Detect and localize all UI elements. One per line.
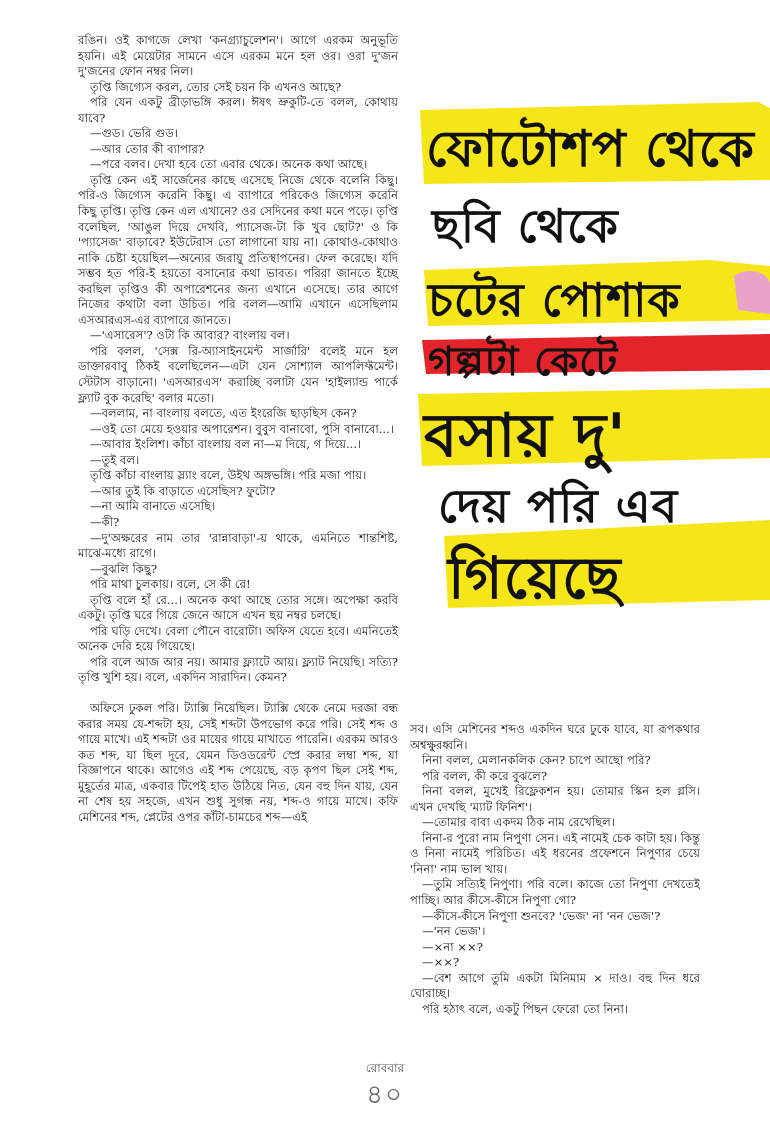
paragraph: পরি মাথা চুলকায়। বলে, সে কী রে! xyxy=(90,577,251,592)
paragraph: —আর তোর কী ব্যাপার? xyxy=(90,141,205,156)
article-column-left xyxy=(78,33,398,825)
illustration-artwork xyxy=(418,88,770,688)
paragraph: —দু'অক্ষরের নাম তার 'রান্নাবাড়া'-য় থাকে, এমনিতে শান্তশিষ্ট, মাঝে-মধ্যে রাগে। xyxy=(78,530,398,561)
art-line-2: ছবি থেকে xyxy=(432,199,619,253)
paragraph: —তোমার বাবা একদম ঠিক নাম রেখেছিল। xyxy=(422,815,615,830)
art-line-3: চটের পোশাক xyxy=(428,273,681,327)
paragraph: —বেশ আগে তুমি একটা মিনিমাম × দাও। বহু দিন ধরে ঘোরাচ্ছ। xyxy=(410,970,700,1001)
paragraph: তৃপ্তি কাঁচা বাংলায় স্ল্যাং বলে, উইথ অঙ্গভঙ্গি। পরি মজা পায়। xyxy=(90,468,367,483)
paragraph: —আবার ইংলিশ। কাঁচা বাংলায় বল না—ম দিয়ে, গ দিয়ে...। xyxy=(90,437,362,452)
paragraph: —কীসে-কীসে নিপুণা শুনবে? 'ভেজ' না 'নন ভেজ'? xyxy=(422,908,661,923)
magazine-name: রোববার xyxy=(365,1061,405,1075)
paragraph: অফিসে ঢুকল পরি। ট্যাক্সি নিয়েছিল। ট্যাক্সি থেকে নেমে দরজা বন্ধ করার সময় যে-শব্দটা হয়, সেই শব্দটা উপভোগ করে পরি। সেই শব্দ ও গায়ে মাখে। এই শব্দটা ওর মায়ের গায়ে মাখাতে পারেনি। এরকম আরও কত শব্দ, যা ছিল দূরে, যেমন ডিওডরেন্ট স্প্রে করার লম্বা শব্দ, যা বিজ্ঞাপনে থাকে। আগেও এই শব্দ পেয়েছে, বড় কৃপণ ছিল সেই শব্দ, মুহূর্তের মাত্র, একবার টিপেই হাত উঠিয়ে নিত, যেন বহু দিন যায়, যেন না শেষ হয় সহজে, এখন শুধু সুগন্ধ নয়, শব্দ-ও গায়ে মাখে। কফি মেশিনের শব্দ, প্লেটের ওপর কাঁটা-চামচের শব্দ—এই xyxy=(78,700,398,824)
paragraph: —তুমি সত্যিই নিপুণা। পরি বলে। কাজে তো নিপুণা দেখতেই পাচ্ছি। আর কীসে-কীসে নিপুণা গো? xyxy=(410,877,700,908)
paragraph: তৃপ্তি কেন এই সার্জেনের কাছে এসেছে নিজে থেকে বলেনি কিছু। পরি-ও জিগ্যেস করেনি কিছু। এ ব্যাপারে পরিকেও জিগ্যেস করেনি কিছু তৃপ্তি। তৃপ্তি কেন এল এখানে? ওর সেদিনের কথা মনে পড়ে। তৃপ্তি বলেছিল, 'আঙুল দিয়ে দেখবি, প্যাসেজ-টা কি খুব ছোট?' ও কি 'প্যাসেজ' বাড়াবে? ইউটেরাস তো লাগানো যায় না। কোথাও-কোথাও নাকি চেষ্টা হয়েছিল—অন্যের জরায়ু প্রতিস্থাপনের। ফেল করেছে। যদি সম্ভব হত পরি-ই হয়তো বসানোর কথা ভাবত। পরিরা জানতে ইচ্ছে করছিল তৃপ্তিও কী অপারেশনের জন্য এখানে এসেছে। তার আগে নিজের কথাটা বলা উচিত। পরি বলল—আমি এখানে এসেছিলাম এসআরএস-এর ব্যাপারে জানতে। xyxy=(78,172,398,327)
paragraph: নিনা-র পুরো নাম নিপুণা সেন। এই নামেই চেক কাটা হয়। কিন্তু ও নিনা নামেই পরিচিত। এই ধরনের প্রফেশনে নিপুণার চেয়ে 'নিনা' নাম ভাল খায়। xyxy=(410,830,700,876)
paragraph: পরি যেন একটু ব্রীড়াভঙ্গি করল। ঈষৎ ভ্রুকুটি-তে বলল, কোথায় যাবে? xyxy=(78,95,398,125)
paragraph: —'এসারেস'? ওটা কি আবার? বাংলায় বল। xyxy=(90,328,290,343)
art-line-1: ফোটোশপ থেকে xyxy=(426,120,755,178)
paragraph: —'নন ভেজ'। xyxy=(422,924,486,939)
paragraph: পরি বলল, 'সেক্স রি-অ্যাসাইনমেন্ট সার্জারি' বলেই মনে হল ডাক্তারবাবু ঠিকই বলেছিলেন—এটা যেন সোশ্যাল আপলিফ্টমেন্ট। স্টেটাস বাড়ানো। 'এসআরএস' করাচ্ছি বলাটা যেন 'হাইল্যান্ড পার্কে ফ্ল্যাট বুক করেছি' বলার মতো। xyxy=(78,343,398,405)
art-line-5: বসায় দু' xyxy=(424,401,627,471)
paragraph: —তুই বল। xyxy=(90,452,140,467)
paragraph: পরি ঘড়ি দেখে। বেলা পৌনে বারোটা। অফিস যেতে হবে। এমনিতেই অনেক দেরি হয়ে গিয়েছে। xyxy=(78,623,398,654)
paragraph: পরি হঠাৎ বলে, একটু পিছন ফেরো তো নিনা। xyxy=(422,1001,629,1016)
art-line-7: গিয়েছে xyxy=(448,544,622,612)
art-line-6: দেয় পরি এব xyxy=(438,479,679,533)
paragraph: পরি বলল, কী করে বুঝলে? xyxy=(422,768,548,783)
paragraph: নিনা বলল, মুখেই রিফ্লেকশন হয়। তোমার স্কিন হল গ্লসি। এখন দেখছি 'ম্যাট ফিনিশ'। xyxy=(410,784,700,814)
paragraph: তৃপ্তি বলে হাঁ রে...। অনেক কথা আছে তোর সঙ্গে। অপেক্ষা করবি একটু। তৃপ্তি ঘরে গিয়ে জেনে আসে এখন ছয় নম্বর চলছে। xyxy=(78,592,398,623)
art-line-4: গল্পটা কেটে xyxy=(428,339,619,385)
paragraph: —ওই তো মেয়ে হওয়ার অপারেশন। বুবুস বানাবো, পুসি বানাবো...। xyxy=(90,421,394,436)
paragraph: —গুড। ভেরি গুড। xyxy=(90,126,178,141)
paragraph: সব। এসি মেশিনের শব্দও একদিন ঘরে ঢুকে যাবে, যা রূপকথার অশ্বক্ষুরধ্বনি। xyxy=(410,722,700,752)
paragraph: —আর তুই কি বাড়াতে এসেছিস? ফুটো? xyxy=(90,483,276,498)
paragraph: —বললাম, না বাংলায় বলতে, এত ইংরেজি ছাড়ছিস কেন? xyxy=(90,406,357,421)
paragraph: —পরে বলব। দেখা হবে তো এবার থেকে। অনেক কথা আছে। xyxy=(90,157,368,172)
paragraph: —×না ××? xyxy=(422,939,483,954)
paragraph: নিনা বলল, মেলানকলিক কেন? চাপে আছো পরি? xyxy=(422,753,651,768)
article-column-right xyxy=(410,722,700,1017)
paragraph: —কী? xyxy=(90,514,120,529)
page-number: ৪০ xyxy=(366,1080,404,1110)
paragraph: —বুঝলি কিছু? xyxy=(90,561,158,576)
paragraph: পরি বলে আজ আর নয়। আমার ফ্ল্যাটে আয়। ফ্ল্যাট নিয়েছি। সত্যি? তৃপ্তি খুশি হয়। বলে, একদিন সারাদিন। কেমন? xyxy=(78,654,398,685)
paragraph: তৃপ্তি জিগ্যেস করল, তোর সেই চয়ন কি এখনও আছে? xyxy=(90,79,342,94)
paragraph: রঙিন। ওই কাগজে লেখা 'কনগ্র্যাচুলেশন'। আগে এরকম অনুভূতি হয়নি। এই মেয়েটার সামনে এসে এরকম মনে হল ওর। ওরা দু'জন দু'জনের ফোন নম্বর নিল। xyxy=(78,33,398,79)
paragraph: —××? xyxy=(422,955,460,970)
paragraph: —না আমি বানাতে এসেছি। xyxy=(90,499,216,514)
pink-accent xyxy=(734,271,770,314)
